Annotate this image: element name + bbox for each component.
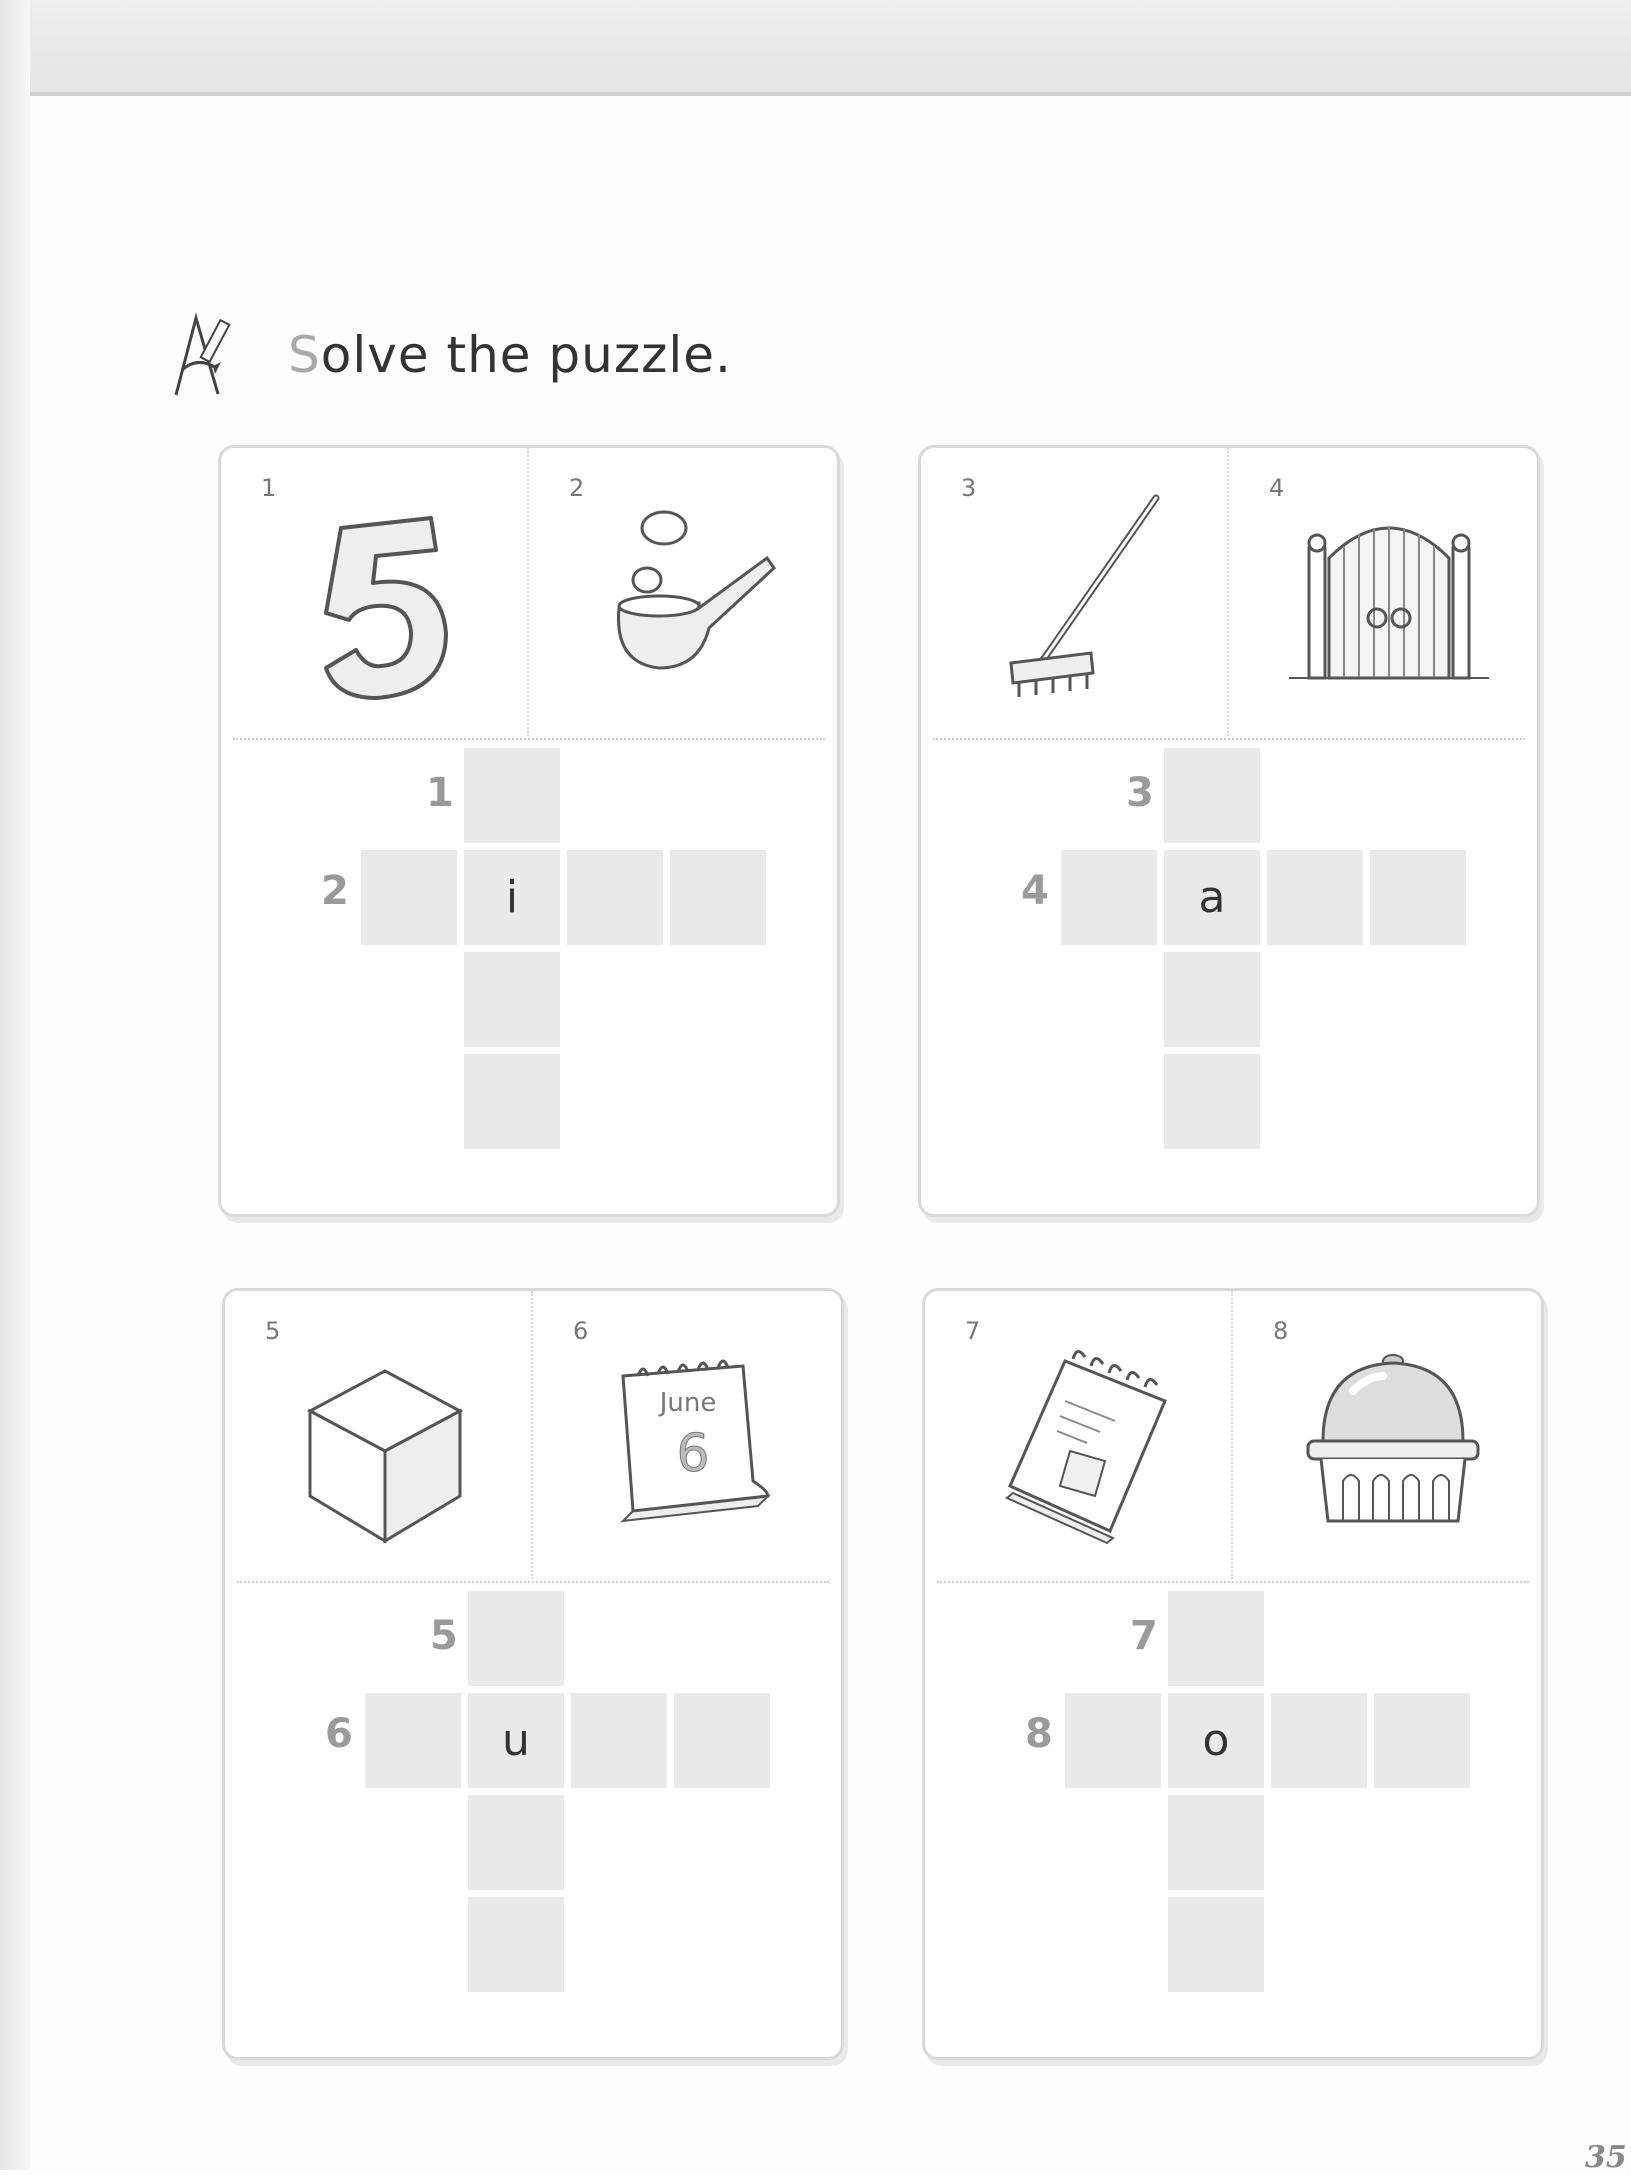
crossword-grid xyxy=(925,1581,1541,2051)
letter-box[interactable] xyxy=(1164,1054,1260,1149)
letter-box[interactable] xyxy=(670,850,766,945)
picture-cell-6 xyxy=(533,1291,839,1579)
letter-box[interactable] xyxy=(464,748,560,843)
letter-box[interactable] xyxy=(464,952,560,1047)
page-binding-edge xyxy=(0,0,30,2170)
picture-cell-4 xyxy=(1229,448,1535,736)
letter-box[interactable] xyxy=(464,1054,560,1149)
letter-box[interactable] xyxy=(1168,1591,1264,1686)
letter-box[interactable] xyxy=(361,850,457,945)
page-top-band xyxy=(0,0,1631,96)
letter-box[interactable] xyxy=(365,1693,461,1788)
picture-cell-3 xyxy=(921,448,1229,736)
pencil-letter-icon xyxy=(168,290,278,400)
picture-number: 2 xyxy=(569,474,585,502)
picture-number: 5 xyxy=(265,1317,281,1345)
notepad-icon xyxy=(985,1331,1185,1551)
letter-box[interactable] xyxy=(1271,1693,1367,1788)
down-clue-number: 1 xyxy=(426,770,454,816)
given-letter-box: u xyxy=(468,1693,564,1788)
across-clue-number: 6 xyxy=(325,1711,353,1757)
letter-box[interactable] xyxy=(468,1591,564,1686)
given-letter-box: o xyxy=(1168,1693,1264,1788)
puzzle-panel-4 xyxy=(922,1288,1544,2060)
picture-number: 6 xyxy=(573,1317,589,1345)
picture-cell-5 xyxy=(225,1291,533,1579)
letter-box[interactable] xyxy=(1267,850,1363,945)
letter-box[interactable] xyxy=(1164,952,1260,1047)
pipe-icon xyxy=(589,488,789,708)
down-clue-number: 7 xyxy=(1130,1613,1158,1659)
letter-box[interactable] xyxy=(1168,1795,1264,1890)
letter-box[interactable] xyxy=(1168,1897,1264,1992)
picture-cell-8 xyxy=(1233,1291,1539,1579)
dome-icon xyxy=(1293,1331,1493,1551)
picture-cell-1 xyxy=(221,448,529,736)
crossword-grid xyxy=(221,738,837,1208)
puzzle-panel-2 xyxy=(918,445,1540,1217)
calendar-month: June xyxy=(659,1388,717,1418)
letter-box[interactable] xyxy=(468,1897,564,1992)
page-number: 35 xyxy=(1585,2140,1627,2175)
rake-icon xyxy=(981,488,1181,708)
picture-number: 1 xyxy=(261,474,277,502)
puzzle-panel-3 xyxy=(222,1288,844,2060)
letter-box[interactable] xyxy=(674,1693,770,1788)
cube-icon xyxy=(285,1331,485,1551)
across-clue-number: 8 xyxy=(1025,1711,1053,1757)
letter-box[interactable] xyxy=(567,850,663,945)
letter-box[interactable] xyxy=(468,1795,564,1890)
letter-box[interactable] xyxy=(1370,850,1466,945)
letter-box[interactable] xyxy=(1164,748,1260,843)
down-clue-number: 5 xyxy=(430,1613,458,1659)
picture-number: 4 xyxy=(1269,474,1285,502)
crossword-grid xyxy=(921,738,1537,1208)
number-five-icon xyxy=(281,488,481,708)
given-letter-box: i xyxy=(464,850,560,945)
calendar-icon xyxy=(593,1331,793,1551)
letter-box[interactable] xyxy=(1061,850,1157,945)
across-clue-number: 4 xyxy=(1021,868,1049,914)
picture-cell-2 xyxy=(529,448,835,736)
given-letter-box: a xyxy=(1164,850,1260,945)
picture-number: 7 xyxy=(965,1317,981,1345)
puzzle-panel-1 xyxy=(218,445,840,1217)
picture-number: 8 xyxy=(1273,1317,1289,1345)
letter-box[interactable] xyxy=(1065,1693,1161,1788)
calendar-day: 6 xyxy=(676,1424,710,1484)
picture-number: 3 xyxy=(961,474,977,502)
letter-box[interactable] xyxy=(571,1693,667,1788)
crossword-grid xyxy=(225,1581,841,2051)
down-clue-number: 3 xyxy=(1126,770,1154,816)
section-header xyxy=(168,290,868,400)
letter-box[interactable] xyxy=(1374,1693,1470,1788)
across-clue-number: 2 xyxy=(321,868,349,914)
instruction-title: Solve the puzzle. xyxy=(288,326,732,384)
gate-icon xyxy=(1289,488,1489,708)
picture-cell-7 xyxy=(925,1291,1233,1579)
